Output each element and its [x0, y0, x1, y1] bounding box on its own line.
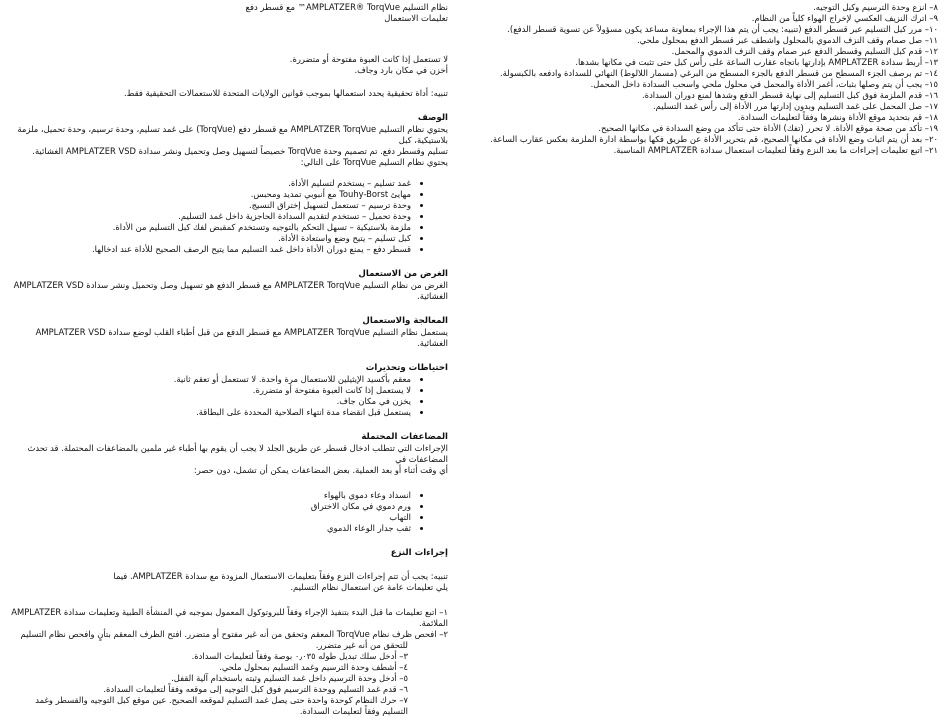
list-item: ٥– أدخل وحدة الترسيم داخل غمد التسليم وثبته باستخدام آلية القفل.: [171, 673, 408, 683]
list-item: • لا يستعمل إذا كانت العبوة مفتوحة أو متضررة.: [10, 385, 411, 396]
list-item: ١٠– مرر كبل التسليم عبر قسطر الدفع (تنبيه: يجب أن يتم هذا الإجراء بمعاونة مساعد يكون مسؤولاً عن تسوية قسطر الدفع).: [507, 24, 938, 34]
list-item: • ثقب جدار الوعاء الدموي: [10, 523, 411, 534]
list-item: ١٥– يجب أن يتم وصلها بثبات، أغمر الأداة والمحمل في محلول ملحي واسحب السدادة داخل المحمل.: [590, 79, 938, 89]
intro-line: لا تستعمل إذا كانت العبوة مفتوحة أو متضررة.: [289, 54, 448, 64]
list-item: • وحدة تحميل – تستخدم لتقديم السدادة الحاجزية داخل غمد التسليم.: [10, 211, 411, 222]
list-item: ١٦– قدم الملزمة فوق كبل التسليم إلى نهاية قسطر الدفع وشدها لمنع دوران السدادة.: [642, 90, 938, 100]
intro-line: أخزن في مكان بارد وجاف.: [354, 65, 448, 75]
document-subtitle: تعليمات الاستعمال: [384, 13, 448, 23]
description-line: يحتوي نظام التسليم TorqVue على التالي:: [300, 157, 448, 167]
removal-note: تنبيه: يجب أن تتم إجراءات النزع وفقاً بتعليمات الاستعمال المزودة مع سدادة AMPLATZER. فيما: [113, 571, 448, 581]
list-item: ٢٠– بعد أن يتم اثبات وضع الأداة في مكانها الصحيح، قم بتحرير الأداة عن طريق فكها بواسطة ادارة الملزمة بعكس عقارب الساعة.: [490, 134, 938, 144]
treatment-text: يستعمل نظام التسليم AMPLATZER TorqVue مع قسطر الدفع من قبل أطباء القلب لوضع سدادة AMPLATZER VSD الغشائية.: [35, 327, 448, 348]
list-item: ١٧– صل المحمل على غمد التسليم وبدون إدارتها مرر الأداة إلى رأس غمد التسليم.: [653, 101, 938, 111]
list-item: للتحقق من أنه غير متضرر.: [315, 640, 408, 650]
complications-heading: المضاعفات المحتملة: [361, 432, 448, 442]
complications-line: أي وقت أثناء أو بعد العملية. بعض المضاعفات يمكن أن تشمل، دون حصر:: [193, 465, 448, 475]
removal-note: يلي تعليمات عامة عن استعمال نظام التسليم.: [290, 582, 448, 592]
description-line: تسليم وقسطر دفع. تم تصميم وحدة TorqVue خصيصاً لتسهيل وصل وتحميل ونشر سدادة AMPLATZER VSD الغشائية.: [32, 146, 448, 156]
precautions-heading: احتياطات وتحذيرات: [365, 363, 448, 373]
precautions-list: [10, 374, 448, 418]
complications-list: [10, 490, 448, 534]
list-item: ٢١– اتبع تعليمات إجراءات ما بعد النزع وفقاً لتعليمات استعمال سدادة AMPLATZER المناسبة.: [613, 145, 938, 155]
list-item: • وحدة ترسيم – تستعمل لتسهيل إختراق النسيج.: [10, 200, 411, 211]
list-item: ٤– أشطف وحدة الترسيم وغمد التسليم بمحلول ملحي.: [219, 662, 408, 672]
list-item: • انسداد وعاء دموي بالهواء: [10, 490, 411, 501]
list-item: ٨– انزع وحدة الترسيم وكبل التوجيه.: [813, 2, 938, 12]
list-item: • مهايئ Touhy-Borst مع أنبوبي تمديد ومحبس.: [10, 189, 411, 200]
list-item: ٦– قدم غمد التسليم ووحدة الترسيم فوق كبل التوجيه إلى موقعه وفقاً لتعليمات السدادة.: [103, 684, 408, 694]
list-item: • يخزن في مكان جاف.: [10, 396, 411, 407]
list-item: ١١– صل صمام وقف النزف الدموي بالمحلول واشطف عبر قسطر الدفع بمحلول ملحي.: [636, 35, 938, 45]
list-item: التسليم وفقاً لتعليمات السدادة.: [299, 706, 408, 716]
list-item: ٣– أدخل سلك تبديل طوله ٠٫٠٣٥ بوصة وفقاً لتعليمات السدادة.: [191, 651, 408, 661]
intended-use-heading: الغرض من الاستعمال: [358, 269, 448, 279]
treatment-heading: المعالجة والاستعمال: [362, 316, 448, 326]
list-item: ٢– افحص ظرف نظام TorqVue المعقم وتحقق من أنه غير مفتوح أو متضرر. افتح الظرف المعقم بتأنٍ وافحص نظام التسليم: [20, 629, 448, 639]
list-item: • معقم بأكسيد الإيثيلين للاستعمال مرة واحدة. لا تستعمل أو تعقم ثانية.: [10, 374, 411, 385]
investigational-caution: تنبيه: أداة تحقيقية يحدد استعمالها بموجب قوانين الولايات المتحدة للاستعمالات التحقيقية فقط.: [123, 88, 448, 98]
removal-steps: [10, 607, 448, 717]
list-item: ١٤– تم برصف الجزء المسطح من قسطر الدفع بالجزء المسطح من البرغي (مسمار اللالوط) النهائي للسدادة وادفعه بالكبسولة.: [500, 68, 938, 78]
list-item: • ملزمة بلاستيكية – تسهل التحكم بالتوجيه وتستخدم كمقبض لفك كبل التسليم من الأداة.: [10, 222, 411, 233]
list-item: ١– اتبع تعليمات ما قبل البدء بتنفيذ الإجراء وفقاً للبروتوكول المعمول بموجبه في المنشأة الطبية وتعليمات سدادة AMPLATZER الملائمة.: [11, 607, 448, 628]
list-item: • التهاب: [10, 512, 411, 523]
list-item: • ورم دموي في مكان الاختراق: [10, 501, 411, 512]
intended-use-text: الغرض من نظام التسليم AMPLATZER TorqVue مع قسطر الدفع هو تسهيل وصل وتحميل ونشر سدادة AMPLATZER VSD الغشائية.: [13, 280, 448, 301]
list-item: ١٣– أربط سدادة AMPLATZER بإدارتها باتجاه عقارب الساعة على رأس كبل حتى تثبت في مكانها بشدها.: [575, 57, 938, 67]
document-title: نظام التسليم AMPLATZER® TorqVue™ مع قسطر دفع: [245, 2, 448, 12]
list-item: ١٢– قدم كبل التسليم وقسطر الدفع عبر صمام وقف النزف الدموي والمحمل.: [671, 46, 938, 56]
description-line: يحتوي نظام التسليم AMPLATZER TorqVue مع قسطر دفع (TorqVue) على غمد تسليم، وحدة ترسيم، وحدة تحميل، ملزمة بلاستيكية، كبل: [17, 124, 448, 145]
removal-heading: إجراءات النزع: [390, 548, 448, 558]
list-item: ٧– حرك النظام كوحدة واحدة حتى يصل غمد التسليم لموقعه الصحيح. عين موقع كبل التوجيه والقسطر وغمد: [35, 695, 408, 705]
description-heading: الوصف: [417, 113, 448, 123]
complications-line: الإجراءات التي تتطلب ادخال قسطر عن طريق الجلد لا يجب أن يقوم بها أطباء غير ملمين بالمضاعفات المحتملة. قد تحدث المضاعفات في: [27, 443, 448, 464]
list-item: • قسطر دفع – يمنع دوران الأداة داخل غمد التسليم مما يتيح الرصف الصحيح للأداة عند ادخالها.: [10, 244, 411, 255]
components-list: [10, 178, 448, 255]
continued-steps: [486, 2, 938, 156]
list-item: • يستعمل قبل انقضاء مدة انتهاء الصلاحية المحددة على البطاقة.: [10, 407, 411, 418]
list-item: • كبل تسليم – يتيح وضع واستعادة الأداة.: [10, 233, 411, 244]
list-item: • غمد تسليم – يستخدم لتسليم الأداة.: [10, 178, 411, 189]
list-item: ٩– اترك النزيف العكسي لإخراج الهواء كلياً من النظام.: [751, 13, 938, 23]
list-item: ١٨– قم بتحديد موقع الأداة ونشرها وفقاً لتعليمات السدادة.: [737, 112, 938, 122]
right-column: [478, 0, 948, 156]
list-item: ١٩– تأكد من صحة موقع الأداة. لا تحرر (تفك) الأداة حتى تتأكد من وضع السدادة في مكانها الصحيح.: [598, 123, 938, 133]
left-column: [0, 0, 460, 717]
